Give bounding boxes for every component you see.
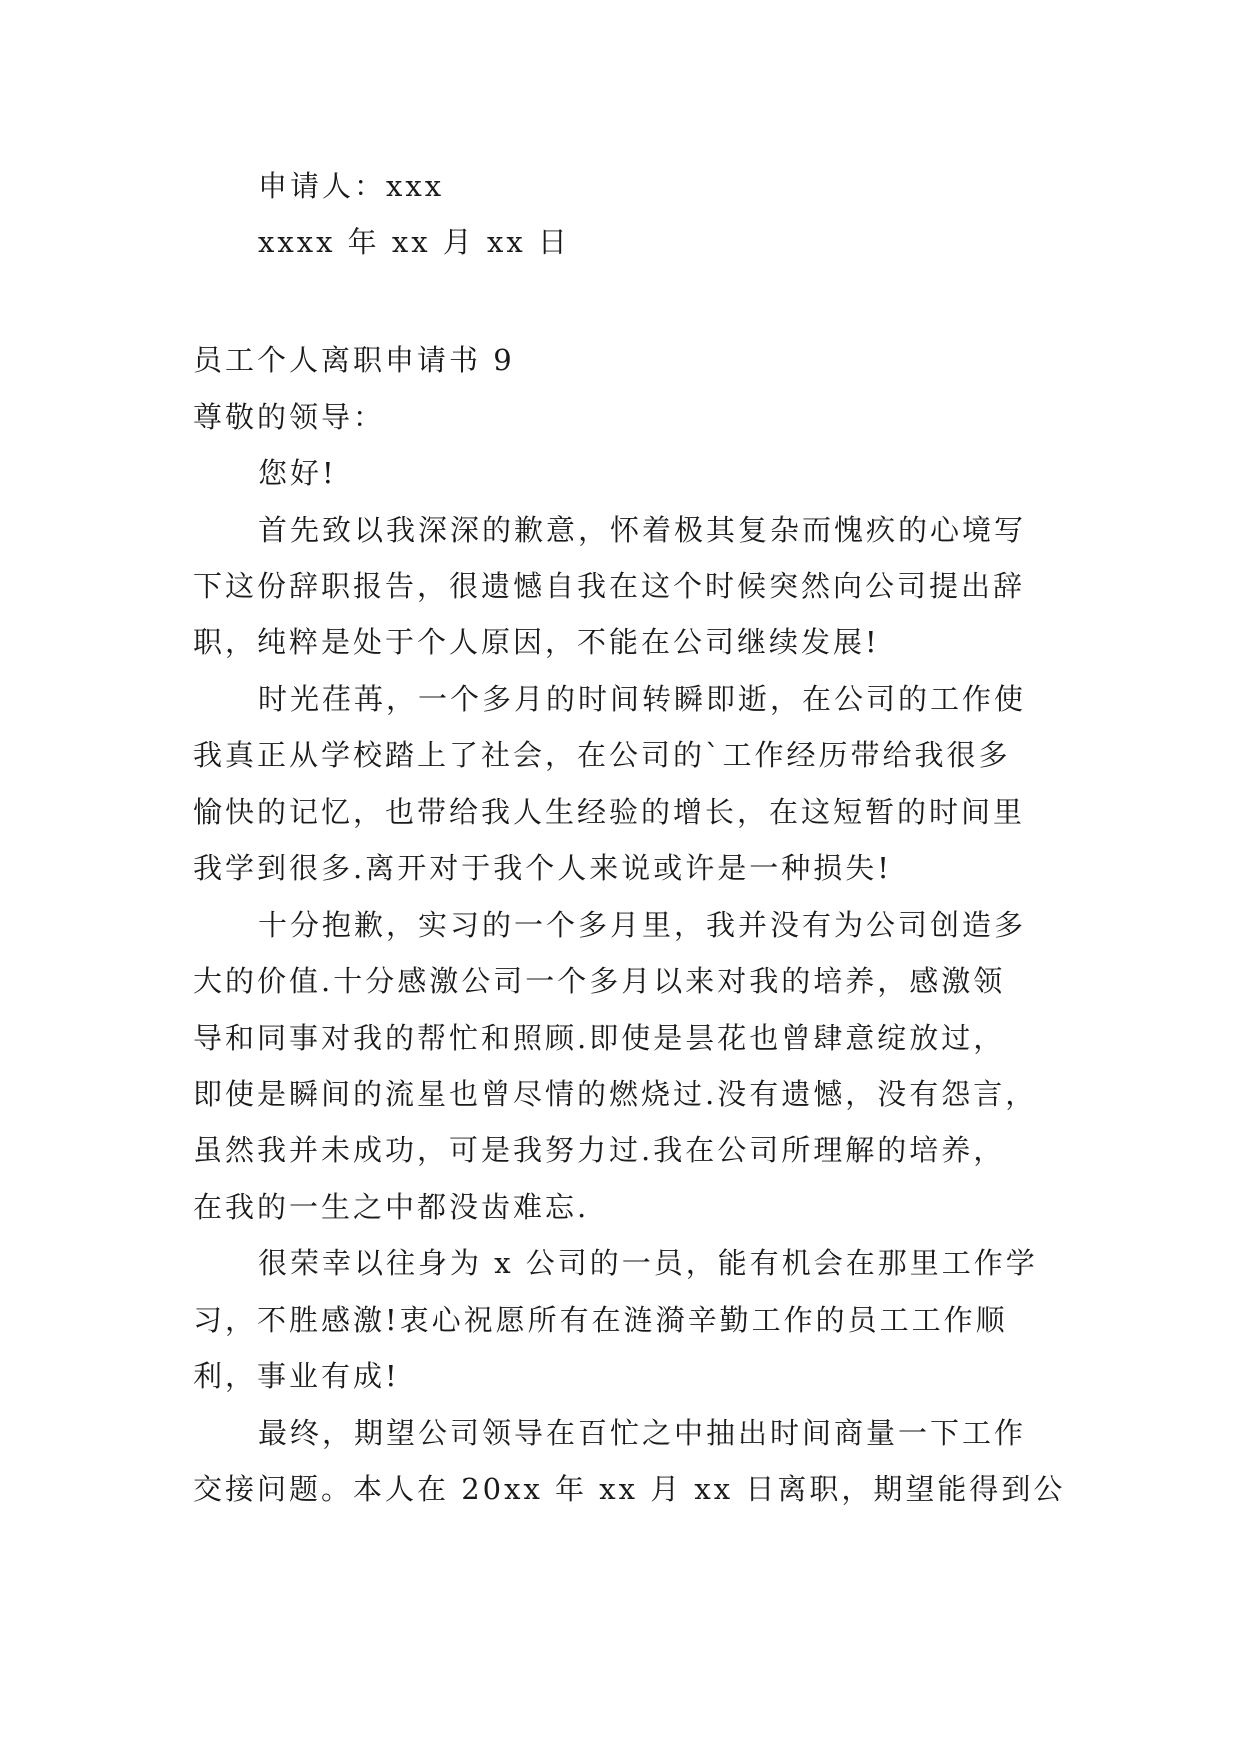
body-line: 导和同事对我的帮忙和照顾.即使是昙花也曾肆意绽放过， (193, 1021, 1006, 1055)
greeting: 您好! (258, 456, 337, 490)
body-line: 即使是瞬间的流星也曾尽情的燃烧过.没有遗憾，没有怨言， (193, 1077, 1038, 1111)
body-line: 下这份辞职报告，很遗憾自我在这个时候突然向公司提出辞 (193, 569, 1026, 603)
body-line: 首先致以我深深的歉意，怀着极其复杂而愧疚的心境写 (258, 513, 1027, 547)
body-line: 时光荏苒，一个多月的时间转瞬即逝，在公司的工作使 (258, 682, 1027, 716)
body-line: 大的价值.十分感激公司一个多月以来对我的培养，感激领 (193, 964, 1006, 998)
body-line: 愉快的记忆，也带给我人生经验的增长，在这短暂的时间里 (193, 795, 1026, 829)
body-line: 我真正从学校踏上了社会，在公司的`工作经历带给我很多 (193, 738, 1011, 772)
body-line: 十分抱歉，实习的一个多月里，我并没有为公司创造多 (258, 908, 1027, 942)
date-line: xxxx 年 xx 月 xx 日 (258, 225, 570, 259)
body-line: 最终，期望公司领导在百忙之中抽出时间商量一下工作 (258, 1416, 1027, 1450)
letter-title: 员工个人离职申请书 9 (193, 343, 515, 377)
body-line: 我学到很多.离开对于我个人来说或许是一种损失! (193, 851, 892, 885)
body-line: 很荣幸以往身为 x 公司的一员，能有机会在那里工作学 (258, 1246, 1038, 1280)
body-line: 习，不胜感激!衷心祝愿所有在涟漪辛勤工作的员工工作顺 (193, 1303, 1008, 1337)
body-line: 职，纯粹是处于个人原因，不能在公司继续发展! (193, 625, 880, 659)
salutation: 尊敬的领导： (193, 400, 386, 434)
body-line: 虽然我并未成功，可是我努力过.我在公司所理解的培养， (193, 1133, 1006, 1167)
body-line: 利，事业有成! (193, 1359, 400, 1393)
body-line: 交接问题。本人在 20xx 年 xx 月 xx 日离职，期望能得到公 (193, 1472, 1066, 1506)
body-line: 在我的一生之中都没齿难忘. (193, 1190, 590, 1224)
applicant-line: 申请人：xxx (258, 169, 445, 203)
